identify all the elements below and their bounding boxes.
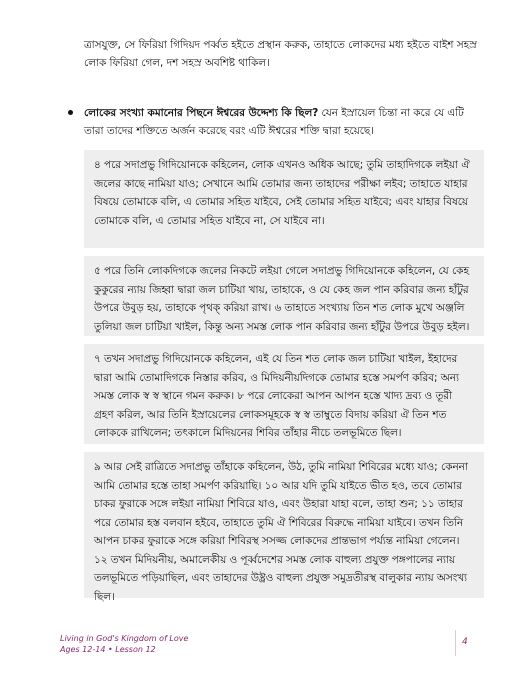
scripture-passage: ৫ পরে তিনি লোকদিগকে জলের নিকটে লইয়া গেলে সদাপ্রভু গিদিয়োনকে কহিলেন, যে কেহ কুকুরের ন্যায় জিহ্বা দ্বারা জল চাটিয়া খায়, তাহাকে, ও যে কেহ জল পান করিবার জন্য হাঁটুর উপরে উবুড় হয়, তাহাকে পৃথক্ করিয়া রাখ। ৬ তাহাতে সংখ্যায় তিন শত লোক মুখে অঞ্জলি তুলিয়া জল চাটিয়া খাইল, কিন্তু অন্য সমস্ত লোক পান করিবার জন্য হাঁটুর উপরে উবুড় হইল। (84, 256, 484, 336)
scripture-passage: ৭ তখন সদাপ্রভু গিদিয়োনকে কহিলেন, এই যে তিন শত লোক জল চাটিয়া খাইল, ইহাদের দ্বারা আমি তোমাদিগকে নিস্তার করিব, ও মিদিয়নীয়দিগকে তোমার হস্তে সমর্পণ করিব; অন্য সমস্ত লোক স্ব স্ব স্থানে গমন করুক। ৮ পরে লোকেরা আপন আপন হস্তে খাদ্য দ্রব্য ও তূরী গ্রহণ করিল, আর তিনি ইস্রায়েলের লোকসমূহকে স্ব স্ব তাম্বুতে বিদায় করিয়া ঐ তিন শত লোককে রাখিলেন; তৎকালে মিদিয়নের শিবির তাঁহার নীচে তলভূমিতে ছিল। (84, 344, 484, 444)
intro-paragraph: ত্রাসযুক্ত, সে ফিরিয়া গিদিয়দ পর্ব্বত হইতে প্রস্থান করুক, তাহাতে লোকদের মধ্য হইতে বাইশ সহস্র লোক ফিরিয়া গেল, দশ সহস্র অবশিষ্ট থাকিল। (84, 39, 477, 69)
footer-title: Living in God's Kingdom of Love (60, 634, 189, 643)
answer-text: যেন ইস্রায়েল চিন্তা না করে যে এটি তারা তাদের শক্তিতে অর্জন করেছে বরং এটি ঈশ্বরের শক্তি দ্বারা হয়েছে। (84, 107, 464, 137)
scripture-passage: ৪ পরে সদাপ্রভু গিদিয়োনকে কহিলেন, লোক এখনও অধিক আছে; তুমি তাহাদিগকে লইয়া ঐ জলের কাছে নামিয়া যাও; সেখানে আমি তোমার জন্য তাহাদের পরীক্ষা লইব; তাহাতে যাহার বিষয়ে তোমাকে বলি, এ তোমার সহিত যাইবে, সেই তোমার সহিত যাইবে; এবং যাহার বিষয়ে তোমাকে বলি, এ তোমার সহিত যাইবে না, সে যাইবে না। (84, 150, 484, 248)
footer-subtitle: Ages 12-14 • Lesson 12 (60, 645, 156, 654)
question-text: লোকের সংখ্যা কমানোর পিছনে ঈশ্বরের উদ্দেশ্য কি ছিল? (84, 107, 319, 119)
footer-series (60, 633, 188, 655)
bullet-icon (68, 110, 73, 115)
page-number: 4 (462, 637, 468, 647)
scripture-passage: ৯ আর সেই রাত্রিতে সদাপ্রভু তাঁহাকে কহিলেন, উঠ, তুমি নামিয়া শিবিরের মধ্যে যাও; কেননা আমি তোমার হস্তে তাহা সমর্পণ করিয়াছি। ১০ আর যদি তুমি যাইতে ভীত হও, তবে তোমার চাকর ফুরাকে সঙ্গে লইয়া নামিয়া শিবিরে যাও, এবং উহারা যাহা বলে, তাহা শুন; ১১ তাহার পরে তোমার হস্ত বলবান হইবে, তাহাতে তুমি ঐ শিবিরের বিরুদ্ধে নামিয়া যাইবে। তখন তিনি আপন চাকর ফুরাকে সঙ্গে করিয়া শিবিরস্থ সসজ্জ লোকদের প্রান্তভাগ পর্য্যন্ত নামিয়া গেলেন। ১২ তখন মিদিয়নীয়, অমালেকীয় ও পূর্ব্বদেশের সমস্ত লোক বাহুল্য প্রযুক্ত পঙ্গপালের ন্যায় তলভূমিতে পড়িয়াছিল, এবং তাহাদের উষ্ট্রও বাহুল্য প্রযুক্ত সমুদ্রতীরস্থ বালুকার ন্যায় অসংখ্য ছিল। (84, 452, 484, 598)
footer-divider (455, 630, 456, 656)
bullet-text (84, 104, 484, 140)
